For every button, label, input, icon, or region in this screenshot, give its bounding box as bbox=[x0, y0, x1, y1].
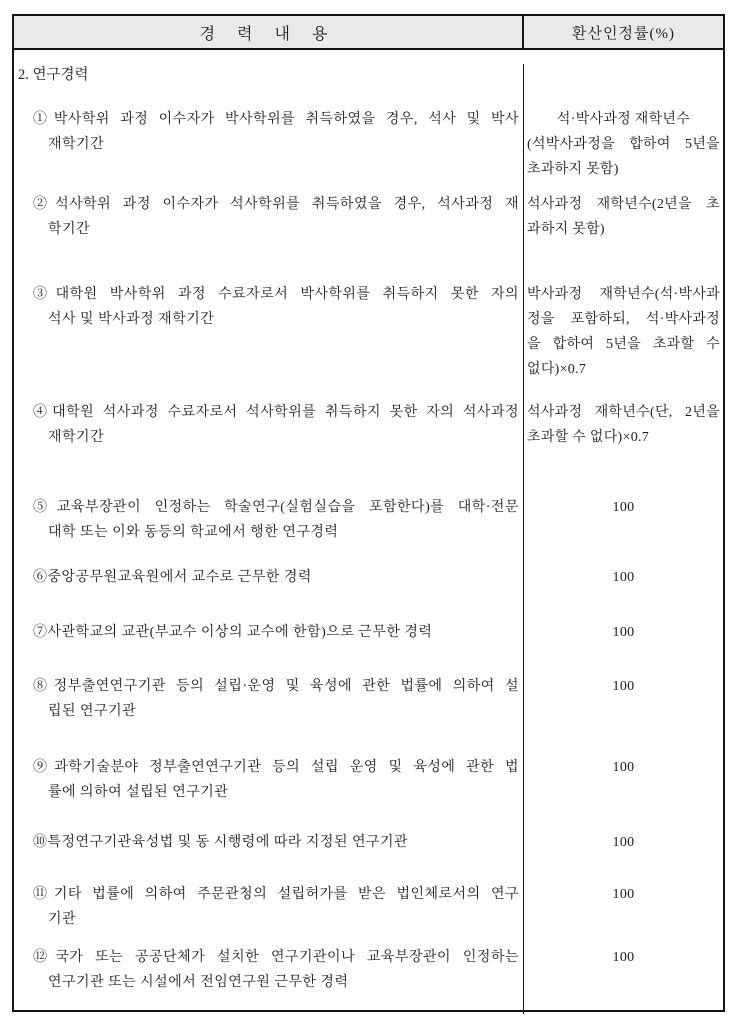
career-text-line: ⑧정부출연연구기관 등의 설립·운영 및 육성에 관한 법률에 의하여 설 bbox=[33, 679, 519, 694]
career-text-line: ③대학원 박사학위 과정 수료자로서 박사학위를 취득하지 못한 자의 bbox=[33, 287, 519, 302]
career-text-line: ⑪기타 법률에 의하여 주문관청의 설립허가를 받은 법인체로서의 연구 bbox=[33, 887, 519, 902]
rate-text-line: 초과하지 못함) bbox=[527, 162, 619, 177]
rate-text-line: 100 bbox=[612, 570, 635, 585]
rate-cell bbox=[524, 495, 723, 565]
table-row bbox=[14, 882, 723, 945]
career-cell bbox=[14, 282, 524, 400]
table-row bbox=[14, 107, 723, 192]
rate-cell bbox=[524, 882, 723, 945]
career-cell bbox=[14, 565, 524, 620]
rate-text-line: 100 bbox=[612, 950, 635, 965]
career-cell bbox=[14, 620, 524, 674]
rate-cell bbox=[524, 830, 723, 882]
rate-text-line: 100 bbox=[612, 760, 635, 775]
table-row bbox=[14, 620, 723, 674]
career-text-line: 학기간 bbox=[48, 222, 91, 237]
rate-text-line: (석박사과정을 합하여 5년을 bbox=[527, 137, 720, 152]
rate-cell bbox=[524, 192, 723, 282]
career-cell bbox=[14, 945, 524, 1014]
career-text-line: 석사 및 박사과정 재학기간 bbox=[48, 312, 215, 327]
career-cell bbox=[14, 192, 524, 282]
table-row bbox=[14, 674, 723, 755]
table-row bbox=[14, 755, 723, 830]
rate-text-line: 석사과정 재학년수(2년을 초 bbox=[527, 197, 720, 212]
rate-text-line: 100 bbox=[612, 679, 635, 694]
career-text-line: ④대학원 석사과정 수료자로서 석사학위를 취득하지 못한 자의 석사과정 bbox=[33, 405, 519, 420]
section-title: 2. 연구경력 bbox=[14, 64, 524, 107]
career-cell bbox=[14, 400, 524, 495]
table-row bbox=[14, 495, 723, 565]
career-cell bbox=[14, 107, 524, 192]
rate-cell bbox=[524, 945, 723, 1014]
career-text-line: 재학기간 bbox=[48, 137, 105, 152]
section-rate-cell bbox=[524, 64, 723, 107]
career-text-line: ⑤교육부장관이 인정하는 학술연구(실험실습을 포함한다)를 대학·전문 bbox=[33, 500, 519, 515]
rate-text-line: 100 bbox=[612, 887, 635, 902]
rate-text-line: 100 bbox=[612, 625, 635, 640]
table-body bbox=[14, 50, 723, 1012]
table-header-row bbox=[14, 16, 723, 50]
career-text-line: ⑫국가 또는 공공단체가 설치한 연구기관이나 교육부장관이 인정하는 bbox=[33, 950, 519, 965]
career-text-line: 기관 bbox=[48, 912, 77, 927]
rate-cell bbox=[524, 674, 723, 755]
table-row bbox=[14, 192, 723, 282]
rate-text-line: 정을 포함하되, 석·박사과정 bbox=[527, 312, 720, 327]
career-text-line: ①박사학위 과정 이수자가 박사학위를 취득하였을 경우, 석사 및 박사 bbox=[33, 112, 519, 127]
rate-text-line: 을 합하여 5년을 초과할 수 bbox=[527, 337, 720, 352]
rate-cell bbox=[524, 400, 723, 495]
career-cell bbox=[14, 755, 524, 830]
rate-cell bbox=[524, 107, 723, 192]
header-conversion-rate: 환산인정률(%) bbox=[572, 25, 675, 42]
career-cell bbox=[14, 495, 524, 565]
rate-text-line: 박사과정 재학년수(석·박사과 bbox=[527, 287, 720, 302]
rate-cell bbox=[524, 755, 723, 830]
header-career-content: 경 력 내 용 bbox=[14, 16, 524, 48]
career-text-line: 립된 연구기관 bbox=[48, 704, 137, 719]
rate-text-line: 석사과정 재학년수(단, 2년을 bbox=[527, 405, 720, 420]
section-row bbox=[14, 64, 723, 107]
career-cell bbox=[14, 674, 524, 755]
career-recognition-table bbox=[12, 14, 725, 1012]
career-text-line: 률에 의하여 설립된 연구기관 bbox=[48, 785, 229, 800]
rate-text-line: 100 bbox=[612, 835, 635, 850]
rate-text-line: 100 bbox=[612, 500, 635, 515]
career-text-line: ⑦사관학교의 교관(부교수 이상의 교수에 한함)으로 근무한 경력 bbox=[33, 625, 433, 640]
rate-text-line: 석·박사과정 재학년수 bbox=[556, 112, 691, 127]
rate-text-line: 과하지 못함) bbox=[527, 222, 605, 237]
rate-text-line: 초과할 수 없다)×0.7 bbox=[527, 430, 650, 445]
rate-cell bbox=[524, 620, 723, 674]
rate-cell bbox=[524, 282, 723, 400]
career-cell bbox=[14, 830, 524, 882]
career-text-line: ⑨과학기술분야 정부출연연구기관 등의 설립 운영 및 육성에 관한 법 bbox=[33, 760, 519, 775]
career-text-line: ⑩특정연구기관육성법 및 동 시행령에 따라 지정된 연구기관 bbox=[33, 835, 409, 850]
table-row bbox=[14, 830, 723, 882]
career-text-line: ⑥중앙공무원교육원에서 교수로 근무한 경력 bbox=[33, 570, 312, 585]
career-text-line: ②석사학위 과정 이수자가 석사학위를 취득하였을 경우, 석사과정 재 bbox=[33, 197, 519, 212]
rate-text-line: 없다)×0.7 bbox=[527, 362, 587, 377]
table-row bbox=[14, 400, 723, 495]
career-text-line: 연구기관 또는 시설에서 전임연구원 근무한 경력 bbox=[48, 975, 349, 990]
career-text-line: 대학 또는 이와 동등의 학교에서 행한 연구경력 bbox=[48, 525, 339, 540]
table-row bbox=[14, 282, 723, 400]
table-row bbox=[14, 565, 723, 620]
table-row bbox=[14, 945, 723, 1014]
career-cell bbox=[14, 882, 524, 945]
career-text-line: 재학기간 bbox=[48, 430, 105, 445]
rate-cell bbox=[524, 565, 723, 620]
